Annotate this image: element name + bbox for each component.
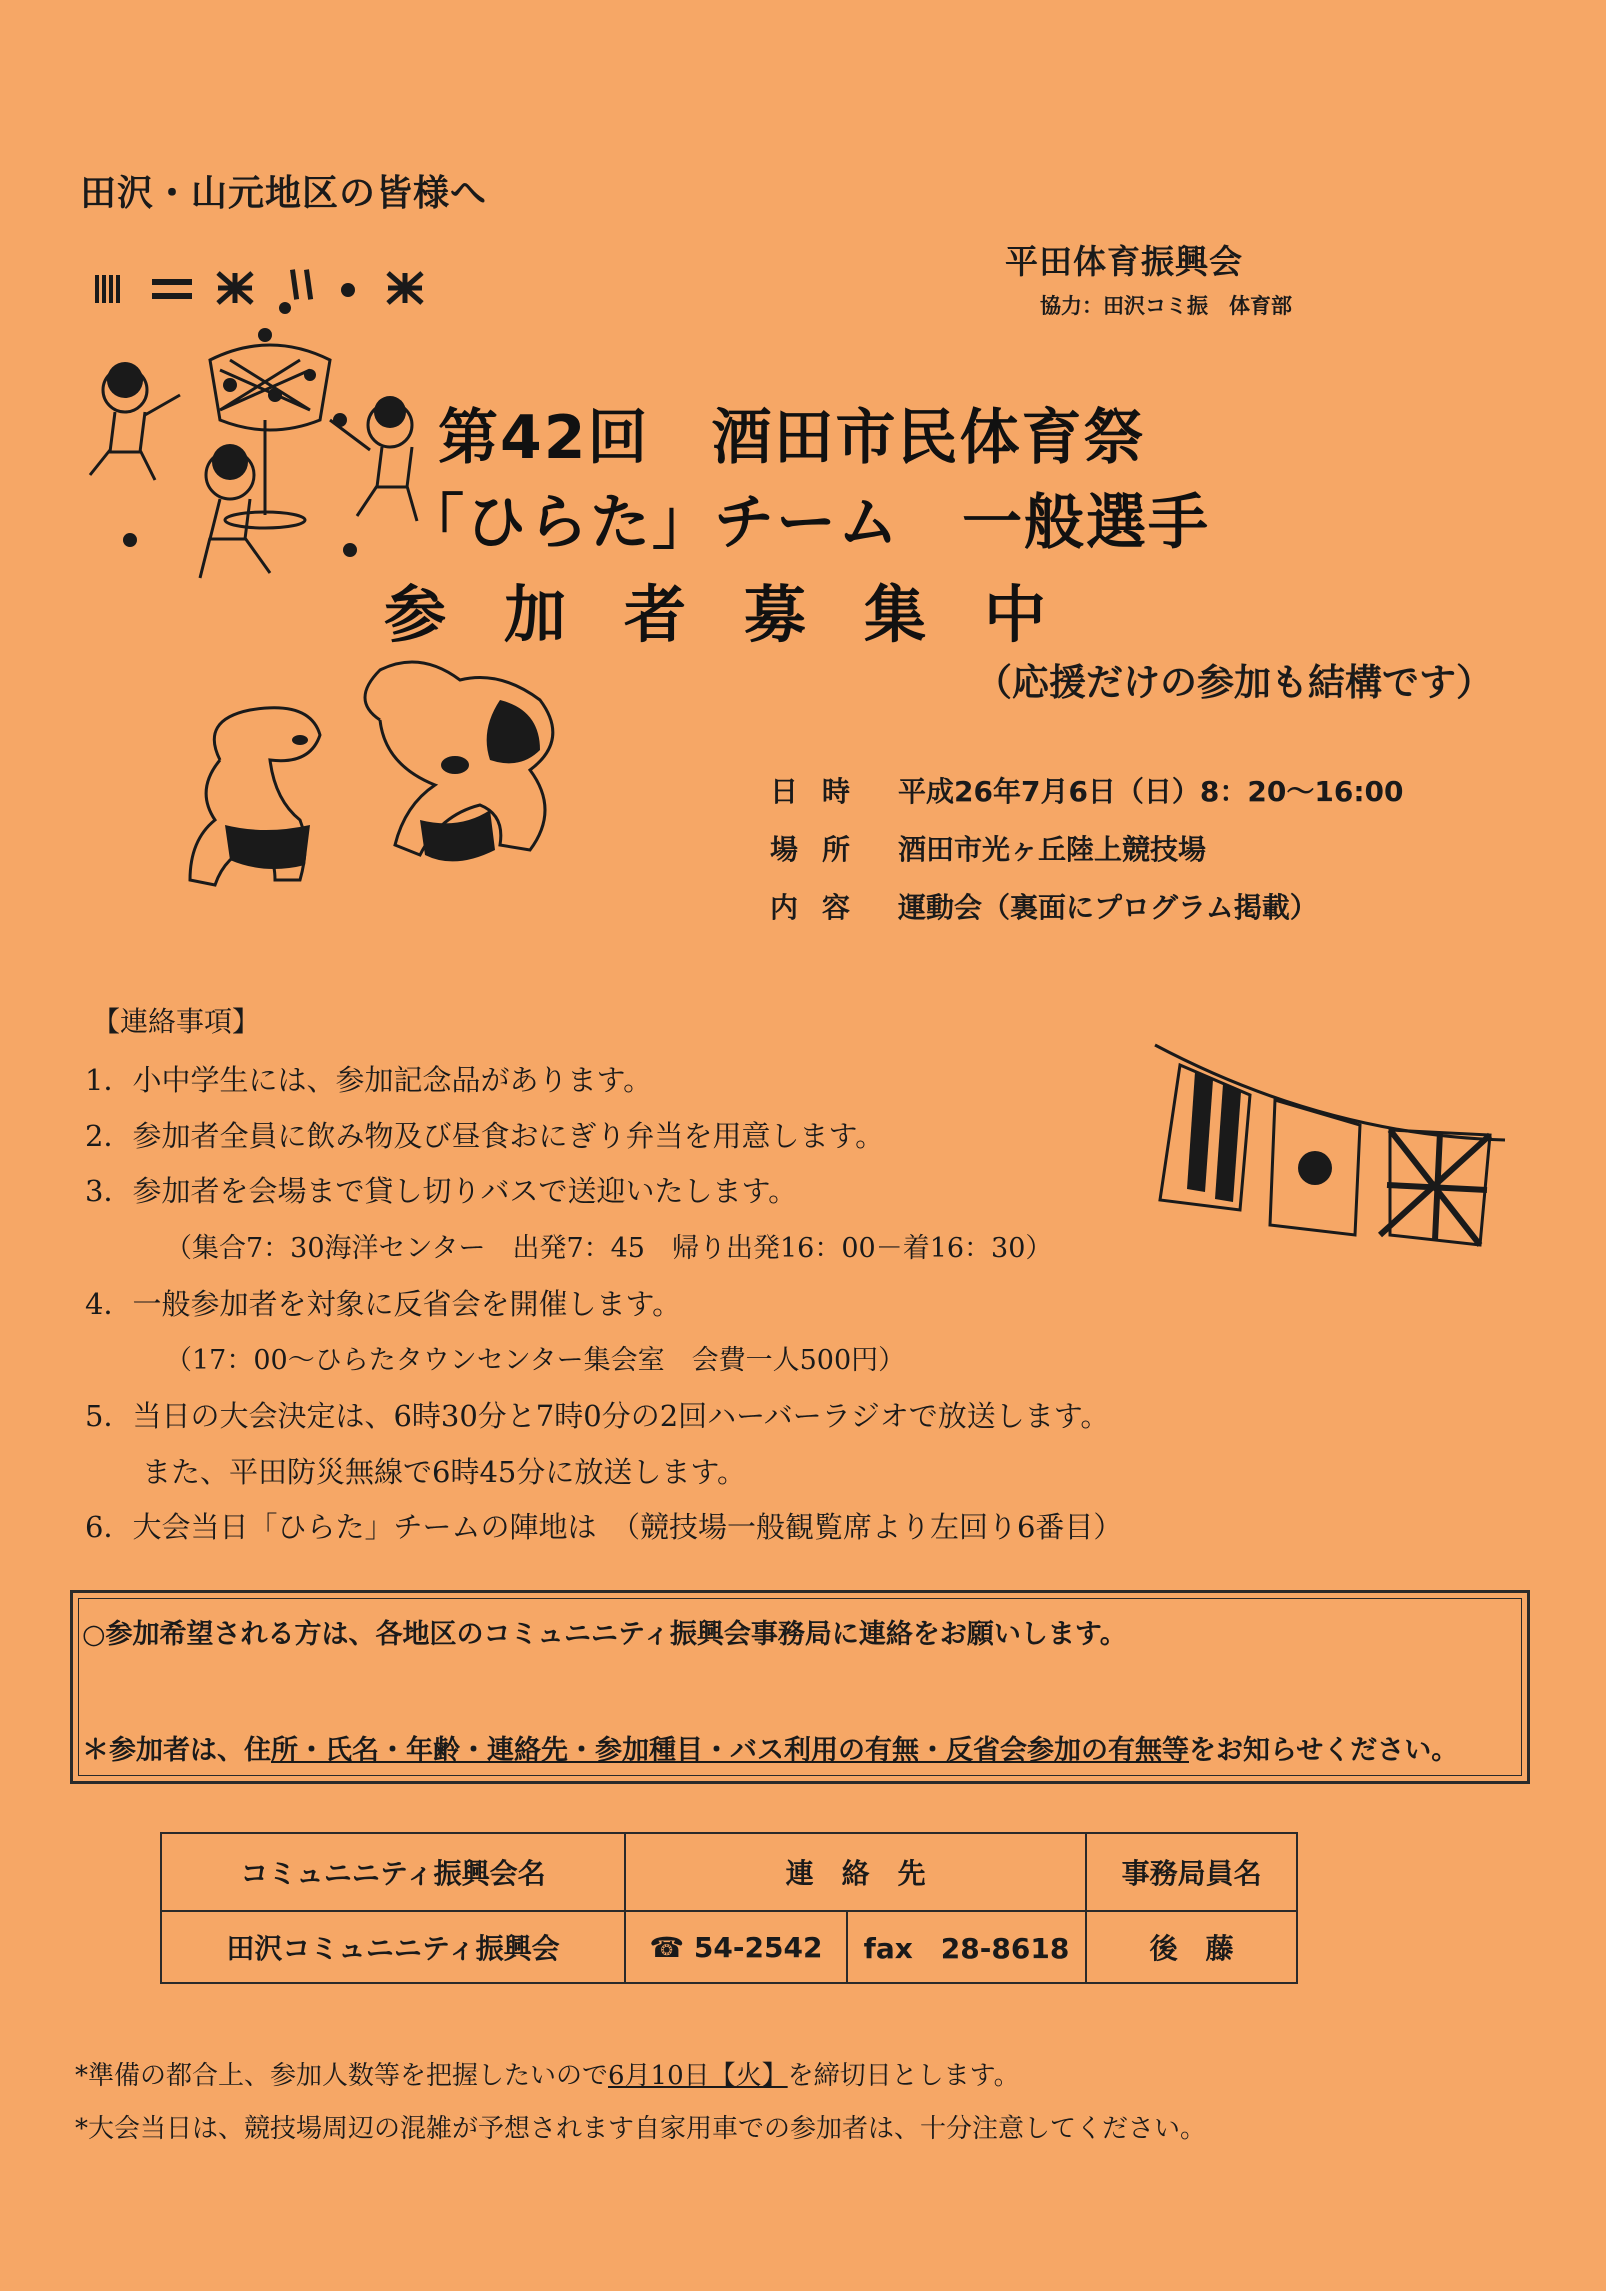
date-value: 平成26年7月6日（日）8：20～16:00: [898, 775, 1404, 808]
staff-cell: 後 藤: [1086, 1911, 1297, 1983]
contact-request-notice: ○参加希望される方は、各地区のコミュニニティ振興会事務局に連絡をお願いします。: [82, 1619, 1127, 1650]
cooperation-text: 協力：田沢コミ振 体育部: [1040, 294, 1292, 318]
required-info-items: 所・氏名・年齢・連絡先・参加種目・バス利用の有無・反省会参加の有無等: [271, 1735, 1189, 1766]
note-item-1: 1．小中学生には、参加記念品があります。: [85, 1063, 653, 1097]
place-label: 場所: [770, 833, 875, 866]
note-item-3-detail: （集合7：30海洋センター 出発7：45 帰り出発16：00－着16：30）: [165, 1233, 1053, 1264]
header-staff: 事務局員名: [1086, 1833, 1297, 1911]
table-row: [161, 1911, 1297, 1983]
required-info-suffix: をお知らせください。: [1189, 1735, 1459, 1766]
fax-cell: fax 28-8618: [847, 1911, 1087, 1983]
flags-illustration: [1150, 1040, 1510, 1250]
date-label: 日時: [770, 775, 875, 808]
note-item-4-detail: （17：00～ひらたタウンセンター集会室 会費一人500円）: [165, 1345, 906, 1376]
content-value: 運動会（裏面にプログラム掲載）: [898, 891, 1318, 924]
content-row: [770, 886, 1318, 926]
contact-table: [160, 1832, 1298, 1984]
greeting-text: 田沢・山元地区の皆様へ: [80, 173, 488, 214]
place-row: [770, 828, 1206, 868]
children-ball-game-illustration: [70, 300, 430, 590]
org-name-cell: 田沢コミュニニティ振興会: [161, 1911, 625, 1983]
required-info-notice: [82, 1728, 1458, 1767]
recruitment-title: 参加者募集中: [384, 578, 1105, 651]
dogs-mascot-illustration: [180, 640, 600, 930]
table-header-row: [161, 1833, 1297, 1911]
content-label: 内容: [770, 891, 875, 924]
required-info-prefix: ＊参加者は、住: [82, 1735, 271, 1766]
header-contact: 連 絡 先: [625, 1833, 1086, 1911]
note-item-3: 3．参加者を会場まで貸し切りバスで送迎いたします。: [85, 1174, 798, 1208]
tel-cell: ☎ 54-2542: [625, 1911, 847, 1983]
date-row: [770, 770, 1404, 810]
deadline-prefix: *準備の都合上、参加人数等を把握したいので: [75, 2061, 609, 2091]
note-item-5-continued: また、平田防災無線で6時45分に放送します。: [142, 1455, 747, 1489]
deadline-date: 6月10日【火】: [608, 2061, 788, 2091]
place-value: 酒田市光ヶ丘陸上競技場: [898, 833, 1207, 866]
deadline-footnote: [75, 2055, 1020, 2092]
note-item-2: 2．参加者全員に飲み物及び昼食おにぎり弁当を用意します。: [85, 1119, 885, 1153]
note-item-5: 5．当日の大会決定は、6時30分と7時0分の2回ハーバーラジオで放送します。: [85, 1399, 1110, 1433]
organizer-name: 平田体育振興会: [1005, 242, 1243, 281]
team-title: 「ひらた」チーム 一般選手: [404, 488, 1210, 558]
cheer-subtitle: （応援だけの参加も結構です）: [975, 661, 1493, 704]
header-org-name: コミュニニティ振興会名: [161, 1833, 625, 1911]
event-title: 第42回 酒田市民体育祭: [438, 403, 1146, 473]
traffic-footnote: *大会当日は、競技場周辺の混雑が予想されます自家用車での参加者は、十分注意してください。: [75, 2114, 1207, 2144]
note-item-6: 6．大会当日「ひらた」チームの陣地は （競技場一般観覧席より左回り6番目）: [85, 1510, 1123, 1544]
deadline-suffix: を締切日とします。: [787, 2061, 1020, 2091]
notes-heading: 【連絡事項】: [92, 1005, 261, 1038]
note-item-4: 4．一般参加者を対象に反省会を開催します。: [85, 1287, 682, 1321]
